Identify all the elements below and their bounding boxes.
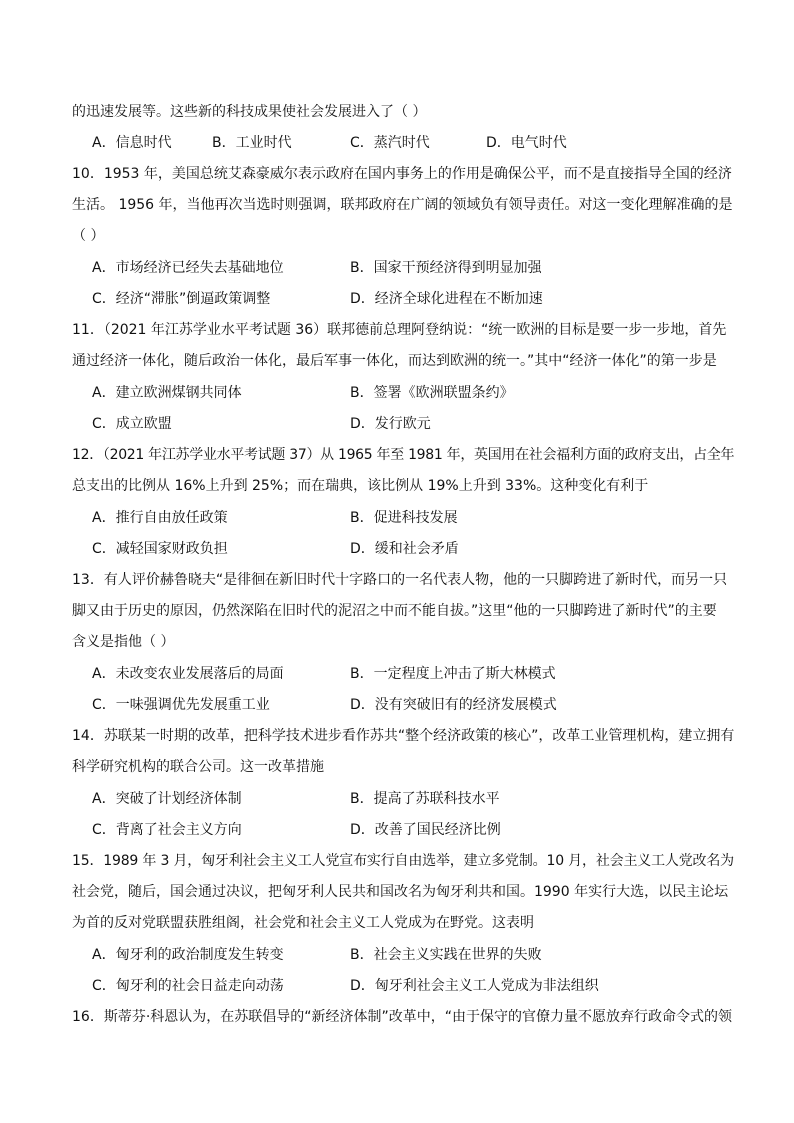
option-b: B．国家干预经济得到明显加强	[350, 260, 542, 276]
option-b: B．促进科技发展	[350, 510, 458, 526]
question-15-line-2: 社会党，随后，国会通过决议，把匈牙利人民共和国改名为匈牙利共和国。1990 年实行大选，以民主论坛	[72, 884, 729, 900]
question-12-line-2: 总支出的比例从 16%上升到 25%；而在瑞典，该比例从 19%上升到 33%。这种变化有利于	[72, 478, 649, 494]
option-c: C．背离了社会主义方向	[92, 822, 242, 838]
option-d: D．没有突破旧有的经济发展模式	[350, 697, 557, 713]
option-b: B．签署《欧洲联盟条约》	[350, 385, 514, 401]
option-a: A．推行自由放任政策	[92, 510, 228, 526]
option-c: C．蒸汽时代	[350, 135, 430, 151]
question-13-line-3: 含义是指他（ ）	[72, 634, 175, 650]
question-11-line-2: 通过经济一体化，随后政治一体化，最后军事一体化，而达到欧洲的统一。”其中“经济一体化”的第一步是	[72, 353, 717, 369]
question-13-line-1: 13．有人评价赫鲁晓夫“是徘徊在新旧时代十字路口的一名代表人物，他的一只脚跨进了新时代，而另一只	[72, 572, 728, 588]
option-d: D．经济全球化进程在不断加速	[350, 291, 543, 307]
option-b: B．社会主义实践在世界的失败	[350, 947, 542, 963]
option-c: C．经济“滞胀”倒逼政策调整	[92, 291, 271, 307]
question-9-stem-tail: 的迅速发展等。这些新的科技成果使社会发展进入了（ ）	[72, 104, 427, 120]
option-c: C．一味强调优先发展重工业	[92, 697, 270, 713]
option-b: B．工业时代	[212, 135, 292, 151]
question-16-line-1: 16．斯蒂芬·科恩认为，在苏联倡导的“新经济体制”改革中，“由于保守的官僚力量不愿放弃行政命令式的领	[72, 1009, 733, 1025]
question-13-line-2: 脚又由于历史的原因，仍然深陷在旧时代的泥沼之中而不能自拔。”这里“他的一只脚跨进了新时代”的主要	[72, 603, 717, 619]
option-a: A．信息时代	[92, 135, 172, 151]
option-c: C．匈牙利的社会日益走向动荡	[92, 978, 284, 994]
option-b: B．一定程度上冲击了斯大林模式	[350, 666, 556, 682]
option-d: D．匈牙利社会主义工人党成为非法组织	[350, 978, 599, 994]
option-a: A．建立欧洲煤钢共同体	[92, 385, 242, 401]
question-10-line-1: 10．1953 年，美国总统艾森豪威尔表示政府在国内事务上的作用是确保公平，而不是直接指导全国的经济	[72, 166, 732, 182]
option-c: C．成立欧盟	[92, 416, 172, 432]
question-10-line-2: 生活。 1956 年，当他再次当选时则强调，联邦政府在广阔的领域负有领导责任。对这一变化理解准确的是	[72, 197, 733, 213]
option-d: D．缓和社会矛盾	[350, 541, 459, 557]
question-12-line-1: 12．（2021 年江苏学业水平考试题 37）从 1965 年至 1981 年，英国用在社会福利方面的政府支出，占全年	[72, 447, 735, 463]
option-a: A．市场经济已经失去基础地位	[92, 260, 284, 276]
option-d: D．发行欧元	[350, 416, 431, 432]
question-15-line-1: 15．1989 年 3 月，匈牙利社会主义工人党宣布实行自由选举，建立多党制。10 月，社会主义工人党改名为	[72, 853, 734, 869]
question-10-line-3: （ ）	[72, 228, 105, 244]
question-15-line-3: 为首的反对党联盟获胜组阁，社会党和社会主义工人党成为在野党。这表明	[72, 915, 534, 931]
option-a: A．突破了计划经济体制	[92, 791, 242, 807]
option-a: A．未改变农业发展落后的局面	[92, 666, 284, 682]
question-14-line-1: 14．苏联某一时期的改革，把科学技术进步看作苏共“整个经济政策的核心”，改革工业管理机构，建立拥有	[72, 728, 735, 744]
question-11-line-1: 11．（2021 年江苏学业水平考试题 36）联邦德前总理阿登纳说：“统一欧洲的目标是要一步一步地，首先	[72, 322, 727, 338]
question-14-line-2: 科学研究机构的联合公司。这一改革措施	[72, 759, 324, 775]
option-a: A．匈牙利的政治制度发生转变	[92, 947, 284, 963]
option-b: B．提高了苏联科技水平	[350, 791, 500, 807]
option-d: D．改善了国民经济比例	[350, 822, 501, 838]
option-d: D．电气时代	[486, 135, 567, 151]
option-c: C．减轻国家财政负担	[92, 541, 228, 557]
